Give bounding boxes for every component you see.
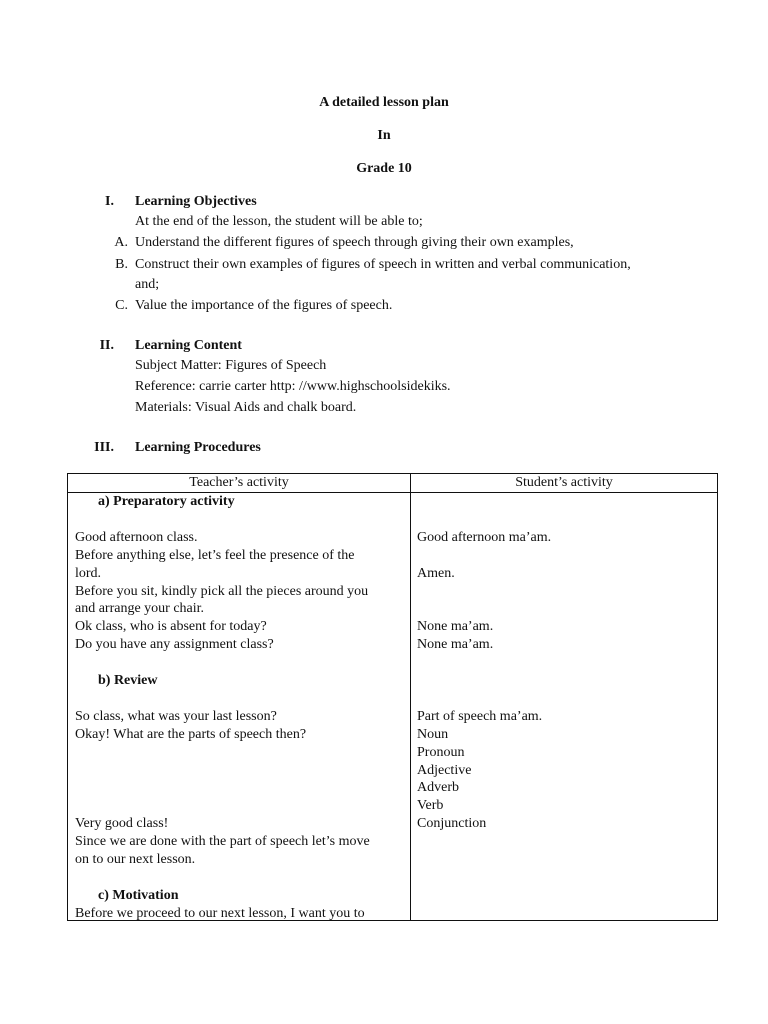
teacher-line: Do you have any assignment class? — [75, 637, 274, 653]
student-line: Adjective — [417, 762, 472, 778]
section-2-title: Learning Content — [135, 338, 242, 353]
teacher-line: Very good class! — [75, 816, 169, 832]
teacher-section-heading: b) Review — [98, 673, 158, 688]
teacher-activity-header: Teacher’s activity — [189, 475, 289, 490]
teacher-line: Good afternoon class. — [75, 529, 198, 545]
title-subject-line: In — [377, 128, 391, 143]
section-3-title: Learning Procedures — [135, 440, 261, 455]
teacher-line: Before we proceed to our next lesson, I want you to — [75, 905, 365, 921]
objective-c: Value the importance of the figures of speech. — [135, 298, 393, 313]
table-column-divider — [410, 474, 411, 920]
subject-matter: Subject Matter: Figures of Speech — [135, 358, 327, 373]
objectives-intro: At the end of the lesson, the student will be able to; — [135, 214, 423, 229]
teacher-line: Since we are done with the part of speech let’s move — [75, 834, 370, 850]
student-line: Conjunction — [417, 816, 487, 832]
teacher-line: lord. — [75, 565, 102, 581]
student-line: None ma’am. — [417, 619, 494, 635]
student-activity-header: Student’s activity — [515, 475, 613, 490]
teacher-line: Okay! What are the parts of speech then? — [75, 726, 307, 742]
teacher-line: Ok class, who is absent for today? — [75, 619, 267, 635]
teacher-line: Before anything else, let’s feel the presence of the — [75, 547, 355, 563]
student-line: Good afternoon ma’am. — [417, 529, 552, 545]
student-line: Part of speech ma’am. — [417, 708, 543, 724]
section-1-title: Learning Objectives — [135, 194, 257, 209]
teacher-section-heading: c) Motivation — [98, 887, 179, 903]
student-line: Adverb — [417, 780, 459, 796]
teacher-line: Before you sit, kindly pick all the pieces around you — [75, 583, 369, 599]
section-3-number: III. — [94, 440, 114, 455]
objective-letter-b: B. — [115, 257, 128, 272]
objective-a: Understand the different figures of speech through giving their own examples, — [135, 235, 574, 250]
procedures-table — [67, 473, 718, 921]
teacher-line: and arrange your chair. — [75, 601, 205, 617]
document-title: A detailed lesson plan — [319, 95, 449, 110]
teacher-line: So class, what was your last lesson? — [75, 708, 277, 724]
section-2-number: II. — [99, 338, 114, 353]
student-line: None ma’am. — [417, 637, 494, 653]
student-line: Pronoun — [417, 744, 465, 760]
student-line: Noun — [417, 726, 449, 742]
section-1-number: I. — [105, 194, 114, 209]
materials: Materials: Visual Aids and chalk board. — [135, 400, 357, 415]
objective-letter-c: C. — [115, 298, 128, 313]
title-grade-line: Grade 10 — [356, 161, 412, 176]
teacher-line: on to our next lesson. — [75, 852, 196, 867]
objective-b-continued: and; — [135, 277, 160, 292]
student-line: Amen. — [417, 565, 455, 581]
objective-b: Construct their own examples of figures of speech in written and verbal communication, — [135, 257, 631, 272]
objective-letter-a: A. — [114, 235, 128, 250]
reference: Reference: carrie carter http: //www.highschoolsidekiks. — [135, 379, 451, 394]
student-line: Verb — [417, 798, 444, 814]
teacher-section-heading: a) Preparatory activity — [98, 494, 235, 509]
